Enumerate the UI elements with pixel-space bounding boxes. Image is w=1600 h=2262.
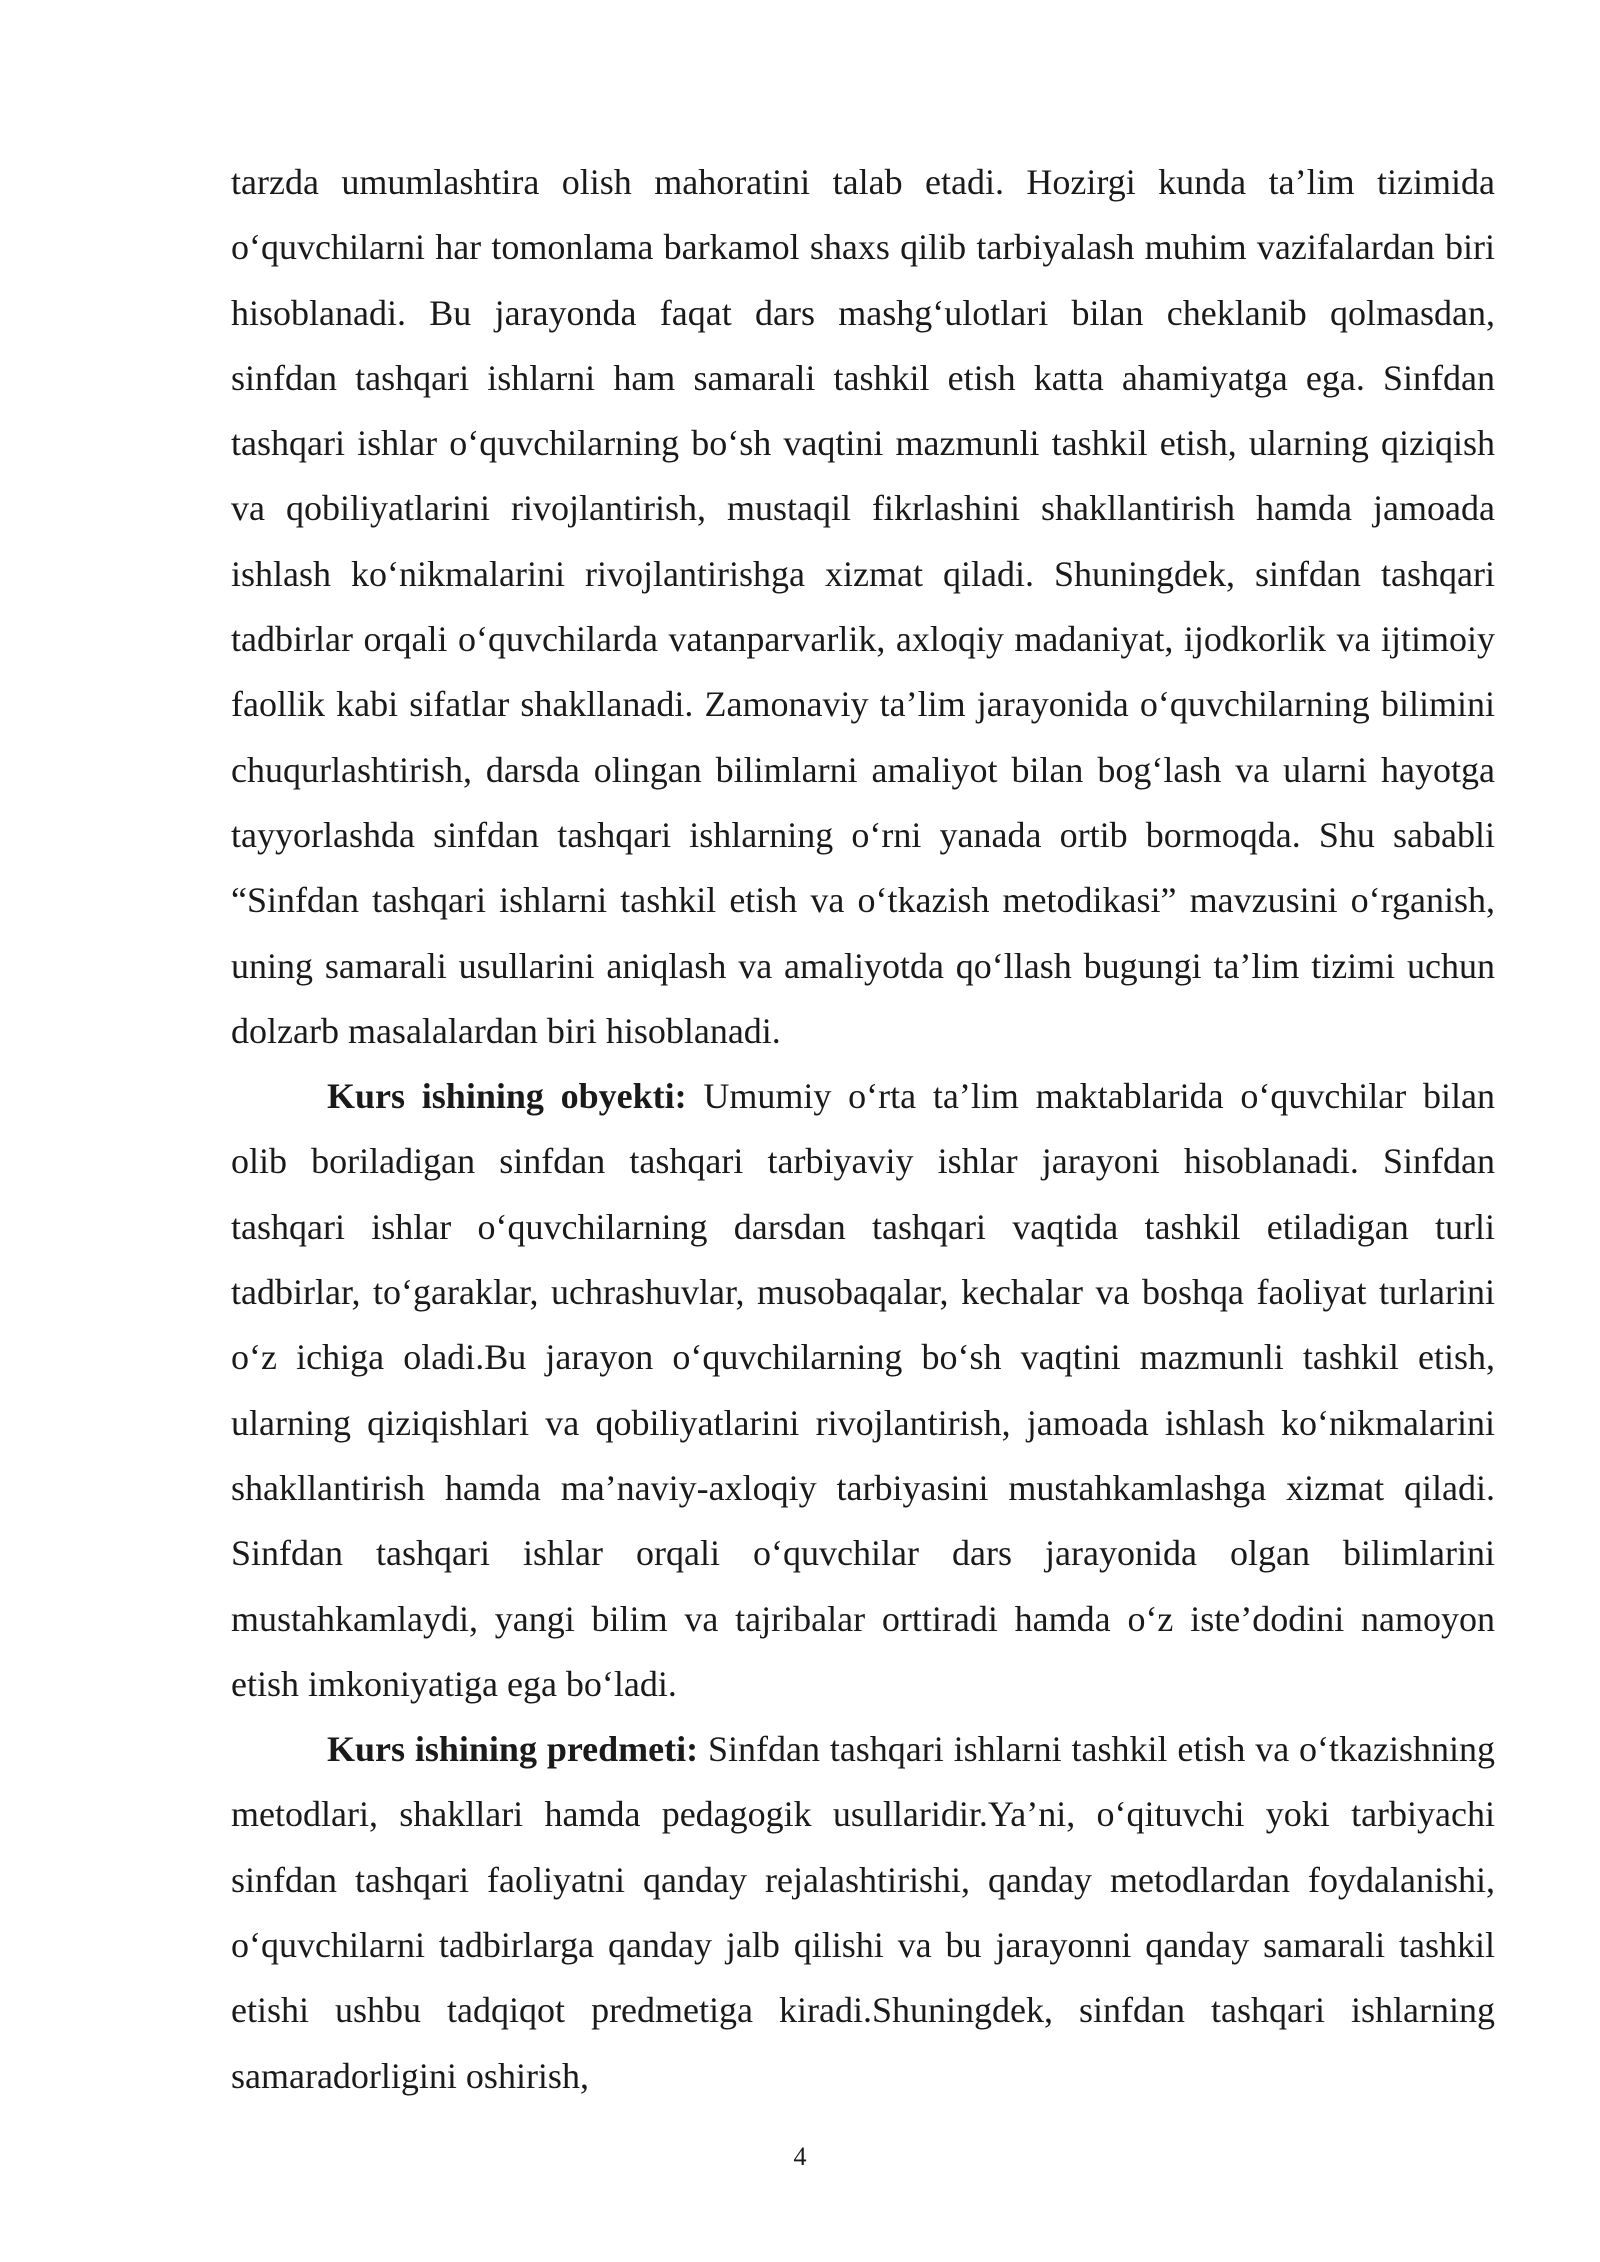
subject-heading: Kurs ishining predmeti: bbox=[327, 1729, 699, 1770]
document-body bbox=[231, 150, 1495, 2109]
paragraph-intro: tarzda umumlashtira olish mahoratini talab etadi. Hozirgi kunda ta’lim tizimida o‘quvchilarni har tomonlama barkamol shaxs qilib tarbiyalash muhim vazifalardan biri hisoblanadi. Bu jarayonda faqat dars mashg‘ulotlari bilan cheklanib qolmasdan, sinfdan tashqari ishlarni ham samarali tashkil etish katta ahamiyatga ega. Sinfdan tashqari ishlar o‘quvchilarning bo‘sh vaqtini mazmunli tashkil etish, ularning qiziqish va qobiliyatlarini rivojlantirish, mustaqil fikrlashini shakllantirish hamda jamoada ishlash ko‘nikmalarini rivojlantirishga xizmat qiladi. Shuningdek, sinfdan tashqari tadbirlar orqali o‘quvchilarda vatanparvarlik, axloqiy madaniyat, ijodkorlik va ijtimoiy faollik kabi sifatlar shakllanadi. Zamonaviy ta’lim jarayonida o‘quvchilarning bilimini chuqurlashtirish, darsda olingan bilimlarni amaliyot bilan bog‘lash va ularni hayotga tayyorlashda sinfdan tashqari ishlarning o‘rni yanada ortib bormoqda. Shu sababli “Sinfdan tashqari ishlarni tashkil etish va o‘tkazish metodikasi” mavzusini o‘rganish, uning samarali usullarini aniqlash va amaliyotda qo‘llash bugungi ta’lim tizimi uchun dolzarb masalalardan biri hisoblanadi. bbox=[231, 162, 1495, 1051]
subject-text: Sinfdan tashqari ishlarni tashkil etish va o‘tkazishning metodlari, shakllari hamda pedagogik usullaridir.Ya’ni, o‘qituvchi yoki tarbiyachi sinfdan tashqari faoliyatni qanday rejalashtirishi, qanday metodlardan foydalanishi, o‘quvchilarni tadbirlarga qanday jalb qilishi va bu jarayonni qanday samarali tashkil etishi ushbu tadqiqot predmetiga kiradi.Shuningdek, sinfdan tashqari ishlarning samaradorligini oshirish, bbox=[231, 1729, 1495, 2096]
object-heading: Kurs ishining obyekti: bbox=[327, 1076, 687, 1117]
object-text: Umumiy o‘rta ta’lim maktablarida o‘quvchilar bilan olib boriladigan sinfdan tashqari tarbiyaviy ishlar jarayoni hisoblanadi. Sinfdan tashqari ishlar o‘quvchilarning darsdan tashqari vaqtida tashkil etiladigan turli tadbirlar, to‘garaklar, uchrashuvlar, musobaqalar, kechalar va boshqa faoliyat turlarini o‘z ichiga oladi.Bu jarayon o‘quvchilarning bo‘sh vaqtini mazmunli tashkil etish, ularning qiziqishlari va qobiliyatlarini rivojlantirish, jamoada ishlash ko‘nikmalarini shakllantirish hamda ma’naviy-axloqiy tarbiyasini mustahkamlashga xizmat qiladi. Sinfdan tashqari ishlar orqali o‘quvchilar dars jarayonida olgan bilimlarini mustahkamlaydi, yangi bilim va tajribalar orttiradi hamda o‘z iste’dodini namoyon etish imkoniyatiga ega bo‘ladi. bbox=[231, 1076, 1496, 1704]
paragraph-object bbox=[231, 1064, 1495, 1717]
paragraph-subject bbox=[231, 1717, 1495, 2109]
page-number: 4 bbox=[793, 2142, 807, 2171]
